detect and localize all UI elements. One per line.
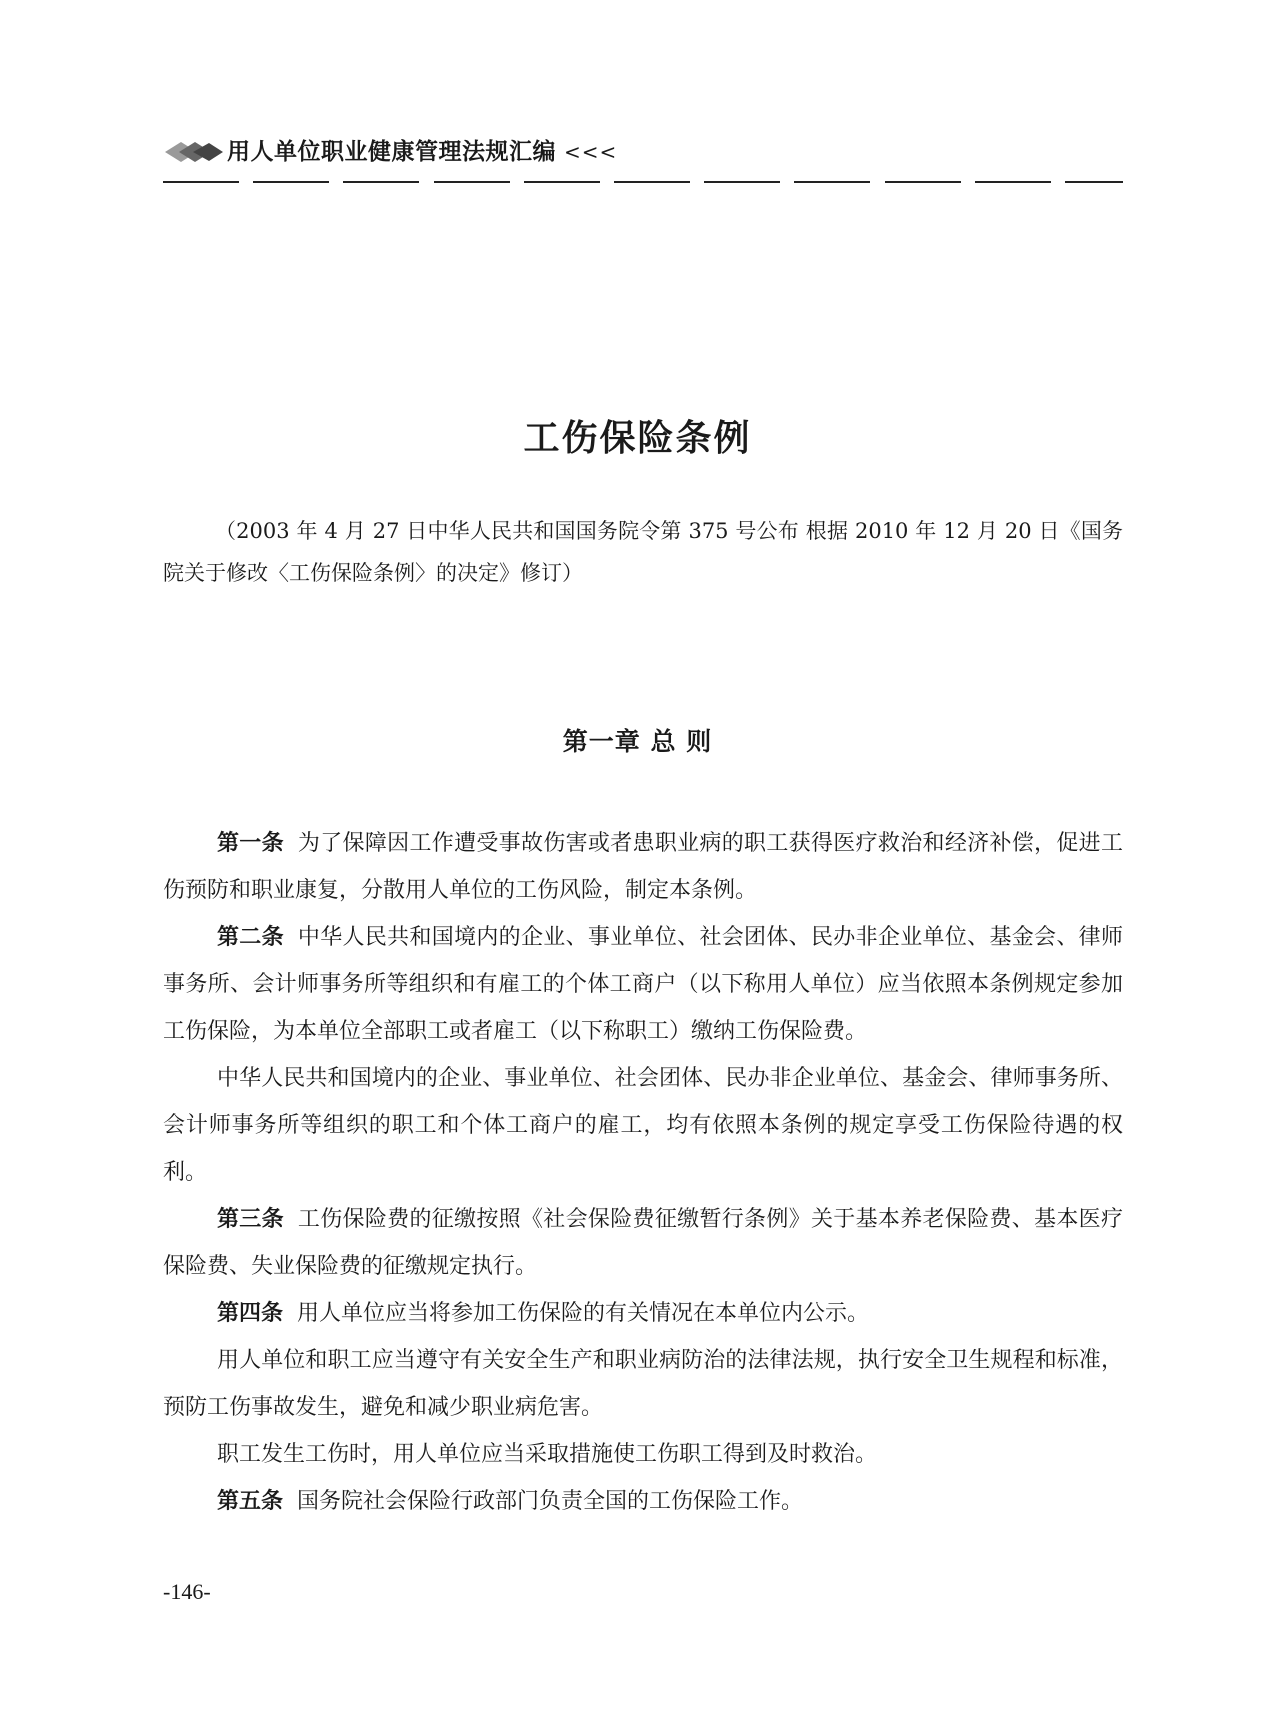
header-rule-segment xyxy=(704,181,780,183)
article-label: 第四条 xyxy=(217,1301,284,1326)
document-title: 工伤保险条例 xyxy=(523,418,752,459)
paragraph xyxy=(163,1196,1123,1290)
paragraph xyxy=(163,1337,1123,1431)
header-rule-segment xyxy=(885,181,961,183)
header-rule-segment xyxy=(1065,181,1123,183)
paragraph xyxy=(163,1290,1123,1337)
paragraph xyxy=(163,1478,1123,1525)
running-header xyxy=(163,136,1123,186)
article-label: 第二条 xyxy=(217,925,284,950)
header-rule-segment xyxy=(794,181,870,183)
header-rule-segment xyxy=(434,181,510,183)
page-number: -146- xyxy=(163,1579,211,1604)
header-title-text: 用人单位职业健康管理法规汇编 xyxy=(227,139,556,165)
header-rule-segment xyxy=(614,181,690,183)
document-note: （2003 年 4 月 27 日中华人民共和国国务院令第 375 号公布 根据 2010 年 12 月 20 日《国务院关于修改〈工伤保险条例〉的决定》修订） xyxy=(163,519,1123,585)
body-text xyxy=(163,820,1123,1525)
paragraph-text: 工伤保险费的征缴按照《社会保险费征缴暂行条例》关于基本养老保险费、基本医疗保险费、失业保险费的征缴规定执行。 xyxy=(163,1207,1123,1279)
chapter-title: 第一章 总 则 xyxy=(562,727,713,756)
paragraph-text: 用人单位应当将参加工伤保险的有关情况在本单位内公示。 xyxy=(297,1301,870,1326)
header-rule-segment xyxy=(163,181,239,183)
paragraph-text: 中华人民共和国境内的企业、事业单位、社会团体、民办非企业单位、基金会、律师事务所、会计师事务所等组织和有雇工的个体工商户（以下称用人单位）应当依照本条例规定参加工伤保险，为本单位全部职工或者雇工（以下称职工）缴纳工伤保险费。 xyxy=(163,925,1123,1044)
paragraph-text: 职工发生工伤时，用人单位应当采取措施使工伤职工得到及时救治。 xyxy=(217,1442,878,1467)
paragraph xyxy=(163,820,1123,914)
header-rule-segment xyxy=(975,181,1051,183)
paragraph-text: 中华人民共和国境内的企业、事业单位、社会团体、民办非企业单位、基金会、律师事务所、会计师事务所等组织的职工和个体工商户的雇工，均有依照本条例的规定享受工伤保险待遇的权利。 xyxy=(163,1066,1123,1185)
paragraph xyxy=(163,914,1123,1055)
header-title xyxy=(227,136,617,168)
paragraph xyxy=(163,1431,1123,1478)
article-label: 第三条 xyxy=(217,1207,284,1232)
header-rule-segment xyxy=(343,181,419,183)
double-arrow-icon xyxy=(163,140,225,164)
paragraph-text: 国务院社会保险行政部门负责全国的工伤保险工作。 xyxy=(297,1489,804,1514)
header-rule-segment xyxy=(253,181,329,183)
header-chevrons: <<< xyxy=(564,140,618,164)
header-dashed-rule xyxy=(163,181,1123,184)
paragraph-text: 为了保障因工作遭受事故伤害或者患职业病的职工获得医疗救治和经济补偿，促进工伤预防和职业康复，分散用人单位的工伤风险，制定本条例。 xyxy=(163,831,1123,903)
paragraph xyxy=(163,1055,1123,1196)
article-label: 第五条 xyxy=(217,1489,284,1514)
header-rule-segment xyxy=(524,181,600,183)
paragraph-text: 用人单位和职工应当遵守有关安全生产和职业病防治的法律法规，执行安全卫生规程和标准，预防工伤事故发生，避免和减少职业病危害。 xyxy=(163,1348,1123,1420)
article-label: 第一条 xyxy=(217,831,284,856)
